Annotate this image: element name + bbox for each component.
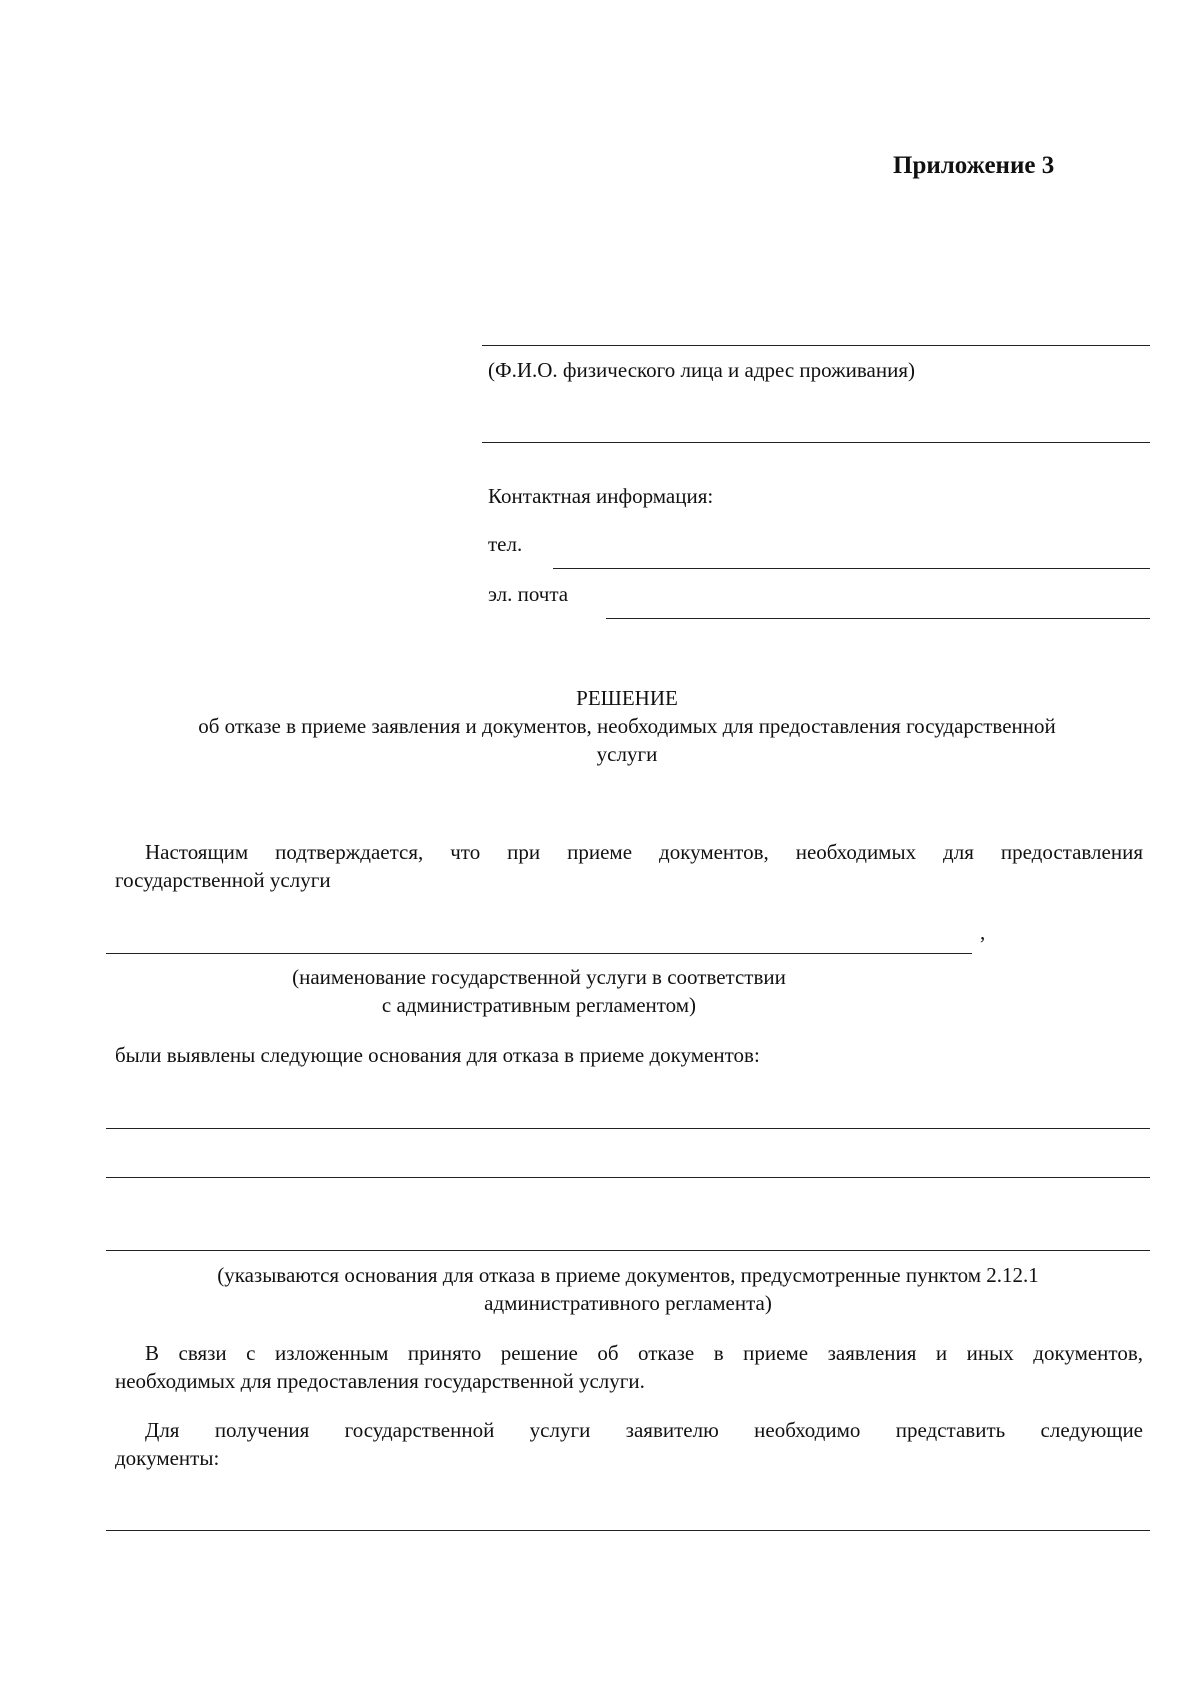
phone-label: тел. [488, 532, 523, 556]
grounds-line-1 [106, 1128, 1150, 1129]
conclusion-line1: В связи с изложенным принято решение об отказе в приеме заявления и иных документов, [145, 1341, 1143, 1365]
service-comma: , [980, 920, 986, 944]
grounds-line-3 [106, 1250, 1150, 1251]
required-documents-line [106, 1530, 1150, 1531]
service-caption-line1: (наименование государственной услуги в соответствии [292, 965, 786, 989]
conclusion-line2: необходимых для предоставления государственной услуги. [115, 1369, 645, 1393]
phone-line [553, 568, 1150, 569]
decision-subtitle-line2: услуги [596, 742, 658, 766]
appendix-title: Приложение 3 [893, 152, 1055, 179]
email-line [606, 618, 1150, 619]
intro-line2: государственной услуги [115, 868, 331, 892]
email-label: эл. почта [488, 582, 569, 606]
intro-line1: Настоящим подтверждается, что при приеме документов, необходимых для предоставления [145, 840, 1143, 864]
grounds-line-2 [106, 1177, 1150, 1178]
required-line2: документы: [115, 1446, 220, 1470]
contact-heading: Контактная информация: [488, 484, 714, 508]
required-line1: Для получения государственной услуги заявителю необходимо представить следующие [145, 1418, 1143, 1442]
decision-subtitle-line1: об отказе в приеме заявления и документов, необходимых для предоставления государственной [198, 714, 1056, 738]
applicant-caption: (Ф.И.О. физического лица и адрес проживания) [488, 358, 915, 382]
applicant-name-line [482, 345, 1150, 346]
service-caption-line2: с административным регламентом) [381, 993, 697, 1017]
decision-title: РЕШЕНИЕ [576, 686, 678, 710]
service-name-line [106, 953, 972, 954]
grounds-caption-line1: (указываются основания для отказа в приеме документов, предусмотренные пунктом 2.12.1 [217, 1263, 1039, 1287]
grounds-caption-line2: административного регламента) [484, 1291, 772, 1315]
applicant-address-line [482, 442, 1150, 443]
grounds-intro: были выявлены следующие основания для отказа в приеме документов: [115, 1043, 760, 1067]
